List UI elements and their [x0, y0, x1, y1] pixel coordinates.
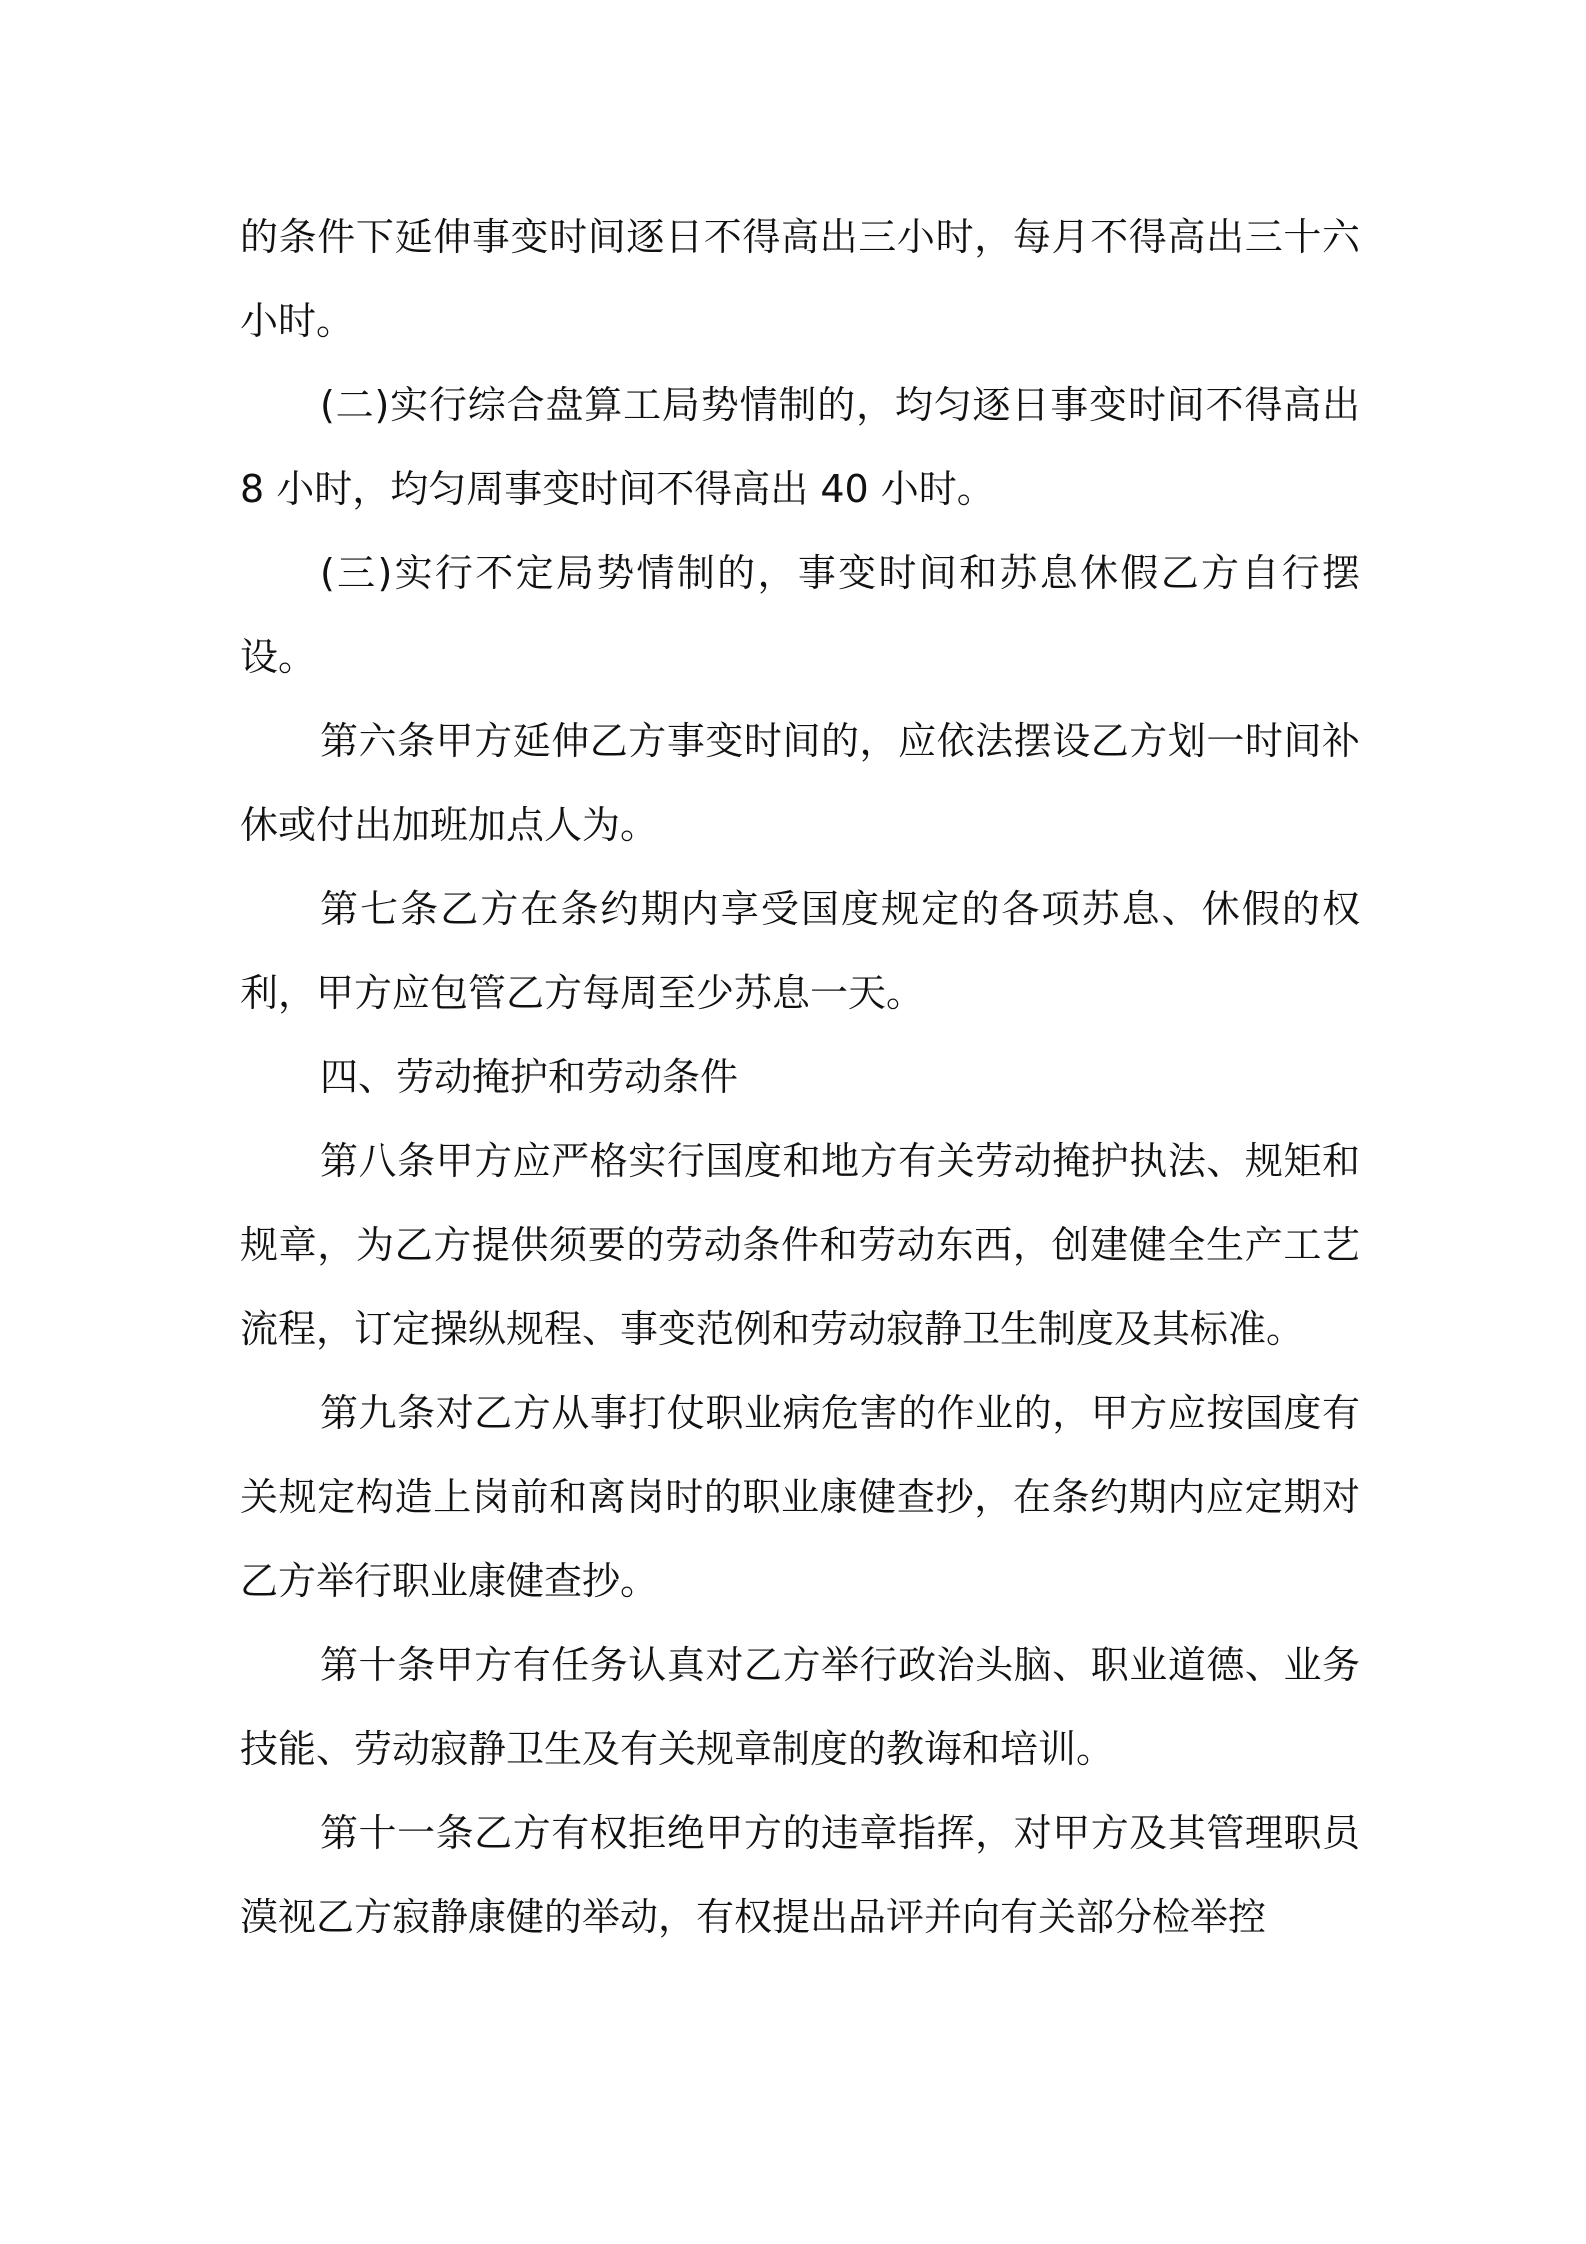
section-heading-four: 四、劳动掩护和劳动条件 — [320, 1055, 739, 1099]
paragraph-article-six: 第六条甲方延伸乙方事变时间的，应依法摆设乙方划一时间补休或付出加班加点人为。 — [240, 719, 1360, 847]
paragraph-article-nine: 第九条对乙方从事打仗职业病危害的作业的，甲方应按国度有关规定构造上岗前和离岗时的职业康健查抄，在条约期内应定期对乙方举行职业康健查抄。 — [240, 1391, 1360, 1603]
paragraph-item-two: (二)实行综合盘算工局势情制的，均匀逐日事变时间不得高出 8 小时，均匀周事变时间不得高出 40 小时。 — [240, 383, 1360, 511]
paragraph-article-seven: 第七条乙方在条约期内享受国度规定的各项苏息、休假的权利，甲方应包管乙方每周至少苏息一天。 — [240, 887, 1360, 1015]
paragraph-article-ten: 第十条甲方有任务认真对乙方举行政治头脑、职业道德、业务技能、劳动寂静卫生及有关规章制度的教诲和培训。 — [240, 1643, 1360, 1771]
paragraph-article-eight: 第八条甲方应严格实行国度和地方有关劳动掩护执法、规矩和规章，为乙方提供须要的劳动条件和劳动东西，创建健全生产工艺流程，订定操纵规程、事变范例和劳动寂静卫生制度及其标准。 — [240, 1139, 1360, 1351]
paragraph-continuation: 的条件下延伸事变时间逐日不得高出三小时，每月不得高出三十六小时。 — [240, 215, 1360, 343]
paragraph-item-three: (三)实行不定局势情制的，事变时间和苏息休假乙方自行摆设。 — [240, 551, 1360, 679]
document-body — [240, 195, 1360, 1959]
paragraph-article-eleven: 第十一条乙方有权拒绝甲方的违章指挥，对甲方及其管理职员漠视乙方寂静康健的举动，有权提出品评并向有关部分检举控 — [240, 1811, 1360, 1939]
